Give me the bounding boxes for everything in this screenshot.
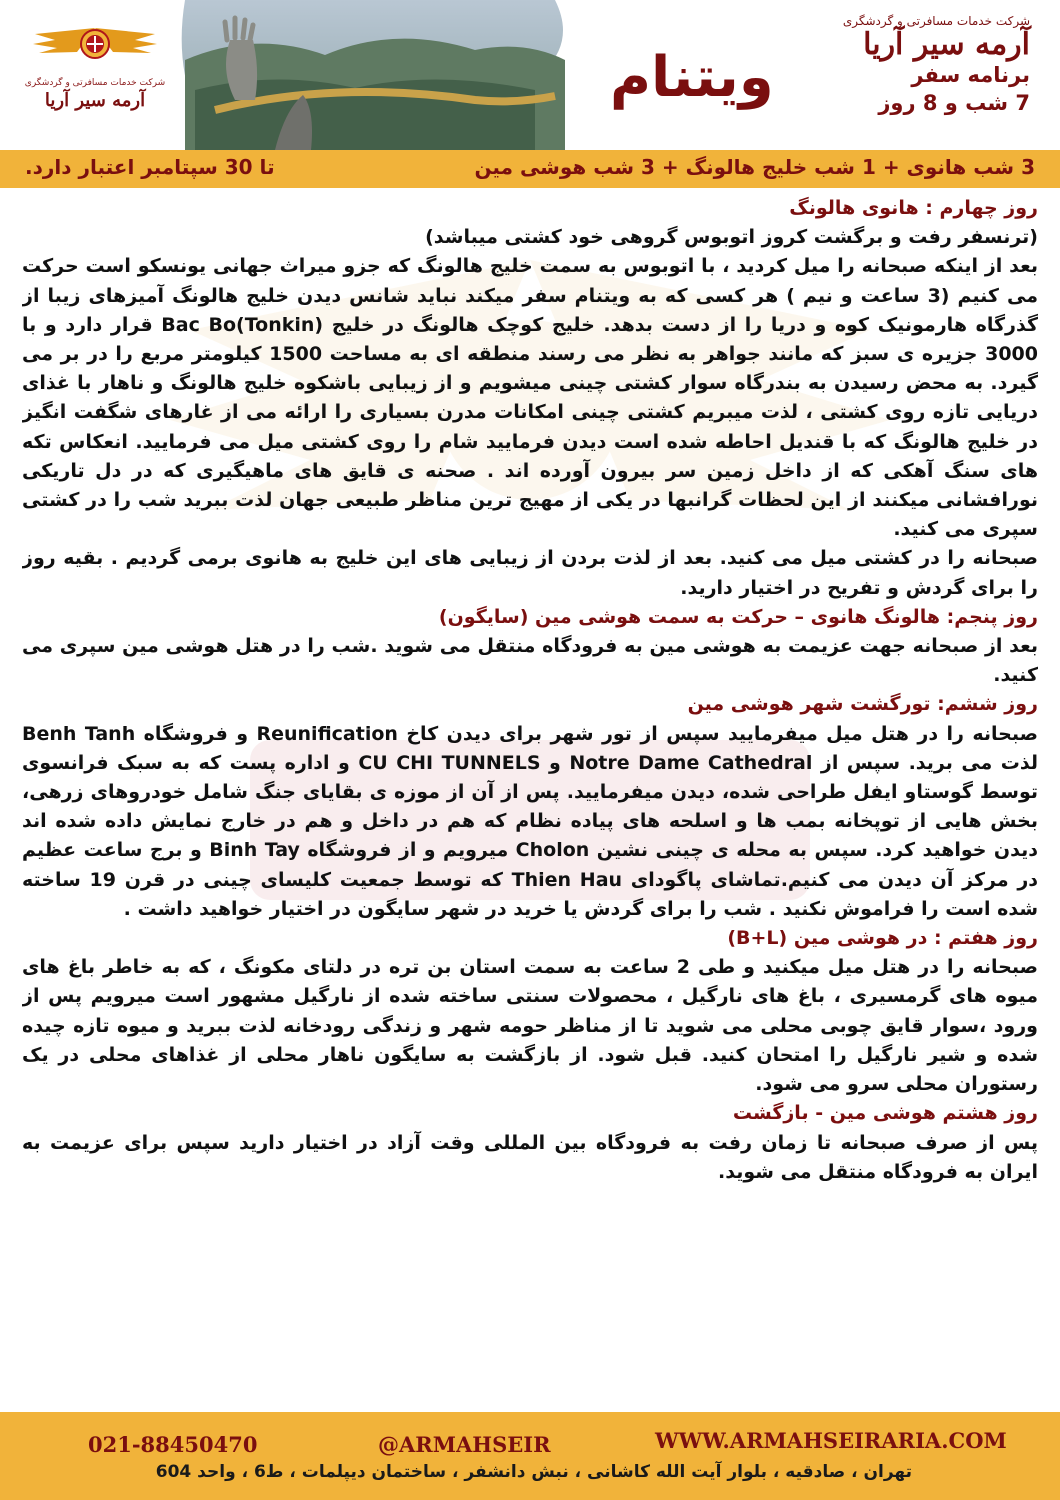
website-link[interactable]: WWW.ARMAHSEIRARIA.COM: [655, 1428, 1007, 1453]
brand-tagline: شرکت خدمات مسافرتی و گردشگری: [842, 14, 1030, 28]
day4-title: روز چهارم : هانوی هالونگ: [789, 197, 1038, 219]
day7-text: صبحانه را در هتل میل میکنید و طی 2 ساعت به سمت استان بن تره در دلتای مکونگ ، که به خاطر باغ های میوه های گرمسیری ، باغ های نارگیل ، محصولات سنتی ساخته شده از نارگیل مشهور است میرویم پس از ورود ،سوار قایق چوبی محلی می شوید تا از مناظر حومه شهر و زندگی رودخانه لذت ببرید و میوه تازه چیده شده و شیر نارگیل را امتحان کنید. قبل شود. از بازگشت به سایگون ناهار محلی از غذاهای محلی در یک رستوران محلی سرو می شود.: [22, 956, 1038, 1096]
day7-title: روز هفتم : در هوشی مین (B+L): [727, 927, 1038, 950]
page-header: [0, 0, 1060, 150]
day4-note: (ترنسفر رفت و برگشت کروز اتوبوس گروهی خود کشتی میباشد): [425, 226, 1038, 249]
day5-title: روز پنجم: هالونگ هانوی – حرکت به سمت هوشی مین (سایگون): [438, 605, 1038, 628]
logo-tagline: شرکت خدمات مسافرتی و گردشگری: [24, 78, 166, 88]
instagram-handle[interactable]: @ARMAHSEIR: [378, 1432, 551, 1457]
logo-brand: آرمه سیر آریا: [44, 90, 146, 111]
day4-text-2: صبحانه را در کشتی میل می کنید. بعد از لذت بردن از زیبایی های این خلیج به هانوی برمی گردیم . بقیه روز را برای گردش و تفریح در اختیار دارید.: [22, 547, 1038, 599]
day8-text: پس از صرف صبحانه تا زمان رفت به فرودگاه بین المللی وقت آزاد در اختیار دارید سپس برای عزیمت به ایران به فرودگاه منتقل می شوید.: [22, 1131, 1038, 1183]
page-footer: [0, 1412, 1060, 1500]
program-label: برنامه سفر: [911, 63, 1030, 87]
company-brand-block: [810, 14, 1030, 118]
day6-title: روز ششم: تورگشت شهر هوشی مین: [687, 693, 1038, 716]
day5-text: بعد از صبحانه جهت عزیمت به هوشی مین به فرودگاه منتقل می شوید .شب را در هتل هوشی مین سپری می کنید.: [22, 635, 1038, 687]
office-address: تهران ، صادقیه ، بلوار آیت الله کاشانی ، نبش دانشفر ، ساختمان دیپلمات ، ط6 ، واحد 604: [155, 1462, 912, 1482]
day8-title: روز هشتم هوشی مین - بازگشت: [732, 1102, 1038, 1125]
duration-label: 7 شب و 8 روز: [878, 91, 1030, 116]
route-summary: 3 شب هانوی + 1 شب خلیج هالونگ + 3 شب هوشی مین: [474, 155, 1035, 179]
winged-emblem-icon: [25, 20, 165, 70]
day4-text: بعد از اینکه صبحانه را میل کردید ، با اتوبوس به سمت خلیج هالونگ که جزو میراث جهانی یونسکو است حرکت می کنیم (3 ساعت و نیم ) هر کسی که به ویتنام سفر میکند نباید شانس دیدن خلیج هالونگ آمیزهای زیبا از گذرگاه هارمونیک کوه و دریا را از دست بدهد. خلیج کوچک هالونگ در خلیج Bac Bo(Tonkin) قرار دارد و با 3000 جزیره ی سبز که مانند جواهر به نظر می رسند منطقه ای به مساحت 1500 کیلومتر مربع را در بر می گیرد. به محض رسیدن به بندرگاه سوار کشتی چینی میشویم و از زیبایی باشکوه خلیج هالونگ و ناهار با غذای دریایی تازه روی کشتی ، لذت میبریم کشتی چینی امکانات مدرن بسیاری را ارائه می از غارهای شگفت انگیز در خلیج هالونگ که با قندیل احاطه شده است دیدن فرمایید شام را روی کشتی میل می فرمایید. انعکاس تکه های سنگ آهکی که از داخل زمین سر بیرون آورده اند . صحنه ی قایق های ماهیگیری که در دل تاریکی نورافشانی میکنند از این لحظات گرانبها در یکی از مهیج ترین مناظر طبیعی جهان لذت ببرید شب را در کشتی سپری می کنید.: [22, 255, 1038, 541]
golden-bridge-photo: [175, 0, 585, 150]
validity-note: تا 30 سپتامبر اعتبار دارد.: [25, 155, 275, 179]
brand-name: آرمه سیر آریا: [863, 27, 1030, 62]
company-logo: [20, 20, 170, 130]
route-band: [0, 150, 1060, 188]
day6-text: صبحانه را در هتل میل میفرمایید سپس از تور شهر برای دیدن کاخ Reunification و فروشگاه Benh Tanh لذت می برید. سپس از Notre Dame Cathedral و CU CHI TUNNELS و اداره پست که به سبک فرانسوی توسط گوستاو ایفل طراحی شده، دیدن میفرمایید. پس از آن از موزه ی بقایای جنگ شامل خودروهای زرهی، بخش هایی از توپخانه بمب ها و اسلحه های پیاده نظام که هم در داخل و هم در خارج نمایش داده شده اند دیدن خواهید کرد. سپس به محله ی چینی نشین Cholon میرویم و از فروشگاه Binh Tay و برج ساعت عظیم در مرکز آن دیدن می کنیم.تماشای پاگودای Thien Hau که توسط جمعیت کلیسای چینی در قرن 19 ساخته شده است را فراموش نکنید . شب را برای گردش یا خرید در شهر سایگون در اختیار خواهید داشت .: [22, 722, 1038, 920]
itinerary-body: [22, 194, 1038, 1384]
page-title: ویتنام: [610, 45, 774, 110]
contact-phone[interactable]: 021-88450470: [88, 1432, 258, 1457]
